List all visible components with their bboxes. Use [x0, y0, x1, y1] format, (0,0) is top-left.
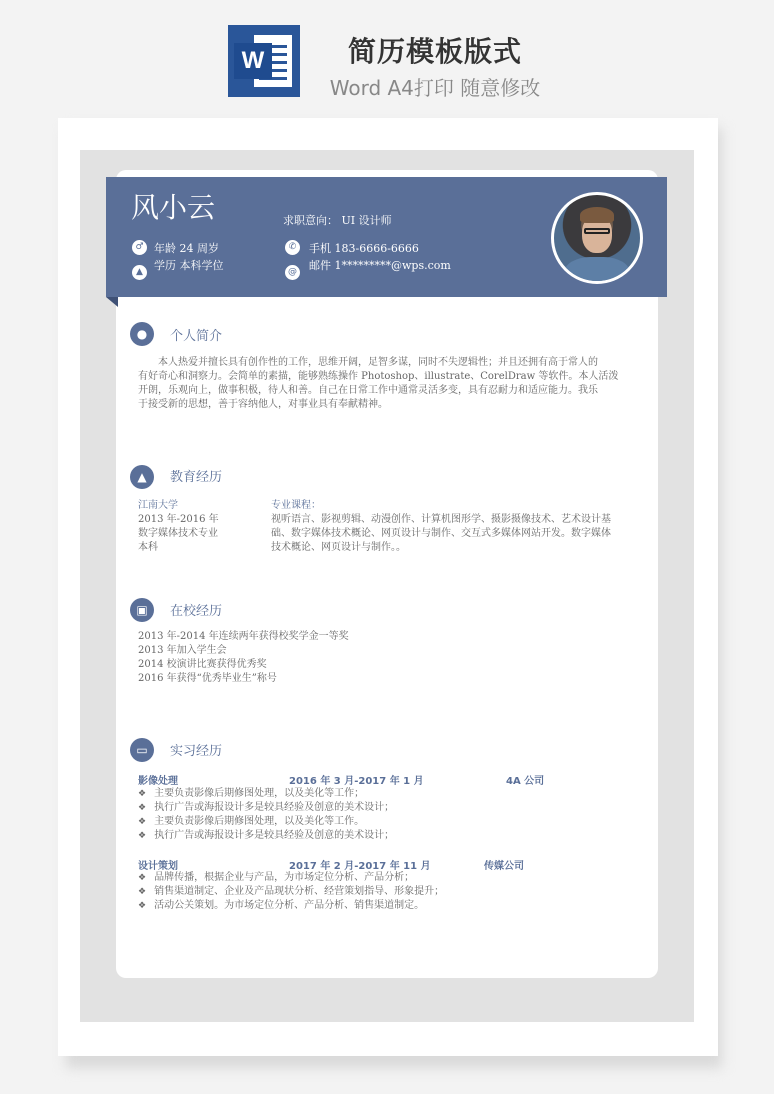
section-title-profile: 个人简介: [170, 329, 223, 344]
section-title-campus: 在校经历: [170, 604, 223, 619]
banner-title: 简历模板版式: [347, 35, 522, 68]
section-title-internship: 实习经历: [170, 744, 223, 759]
avatar: [551, 192, 643, 284]
courses-line: 技术概论、网页设计与制作。。: [271, 542, 406, 553]
at-sign-icon: @: [285, 265, 300, 280]
word-logo-icon: [228, 25, 300, 97]
profile-text: [138, 356, 618, 412]
campus-list: [138, 630, 349, 686]
profile-line: 有好奇心和洞察力。会简单的素描，能够熟练操作 Photoshop、illustrate、CorelDraw 等软件。本人活泼: [138, 371, 619, 382]
job-period: 2016 年 3 月-2017 年 1 月: [289, 776, 424, 787]
profile-line: 开朗，乐观向上，做事积极，待人和善。自己在日常工作中通常灵活多变，具有忍耐力和适应能力。我乐: [138, 385, 598, 396]
job-bullets: [138, 871, 444, 913]
list-item: ❖ 执行广告或海报设计多是较具经验及创意的美术设计；: [138, 802, 395, 813]
job-role: 影像处理: [138, 776, 178, 787]
education-school-block: [138, 499, 219, 555]
list-item: ❖ 主要负责影像后期修图处理，以及美化等工作；: [138, 788, 365, 799]
graduation-cap-icon: ▲: [132, 265, 147, 280]
school-level: 本科: [138, 542, 158, 553]
phone-text: 手机 183-6666-6666: [309, 242, 419, 255]
job-role: 设计策划: [138, 861, 178, 872]
list-item: 2016 年获得“优秀毕业生”称号: [138, 673, 277, 684]
school-major: 数字媒体技术专业: [138, 528, 218, 539]
user-icon: ●: [130, 322, 154, 346]
school-name: 江南大学: [138, 500, 178, 511]
job-bullets: [138, 787, 394, 843]
banner-subtitle: Word A4打印 随意修改: [329, 76, 541, 100]
list-item: 2013 年加入学生会: [138, 645, 227, 656]
list-item: ❖ 销售渠道制定、企业及产品现状分析、经营策划指导、形象提升；: [138, 886, 445, 897]
phone-icon: ✆: [285, 240, 300, 255]
list-item: ❖ 活动公关策划。为市场定位分析、产品分析、销售渠道制定。: [138, 900, 425, 911]
graduation-cap-icon: ▲: [130, 465, 154, 489]
profile-line: 本人热爱并擅长具有创作性的工作，思维开阔，足智多谋，同时不失逻辑性；并且还拥有高于常人的: [158, 357, 598, 368]
job-company: 传媒公司: [484, 861, 524, 872]
job-period: 2017 年 2 月-2017 年 11 月: [289, 861, 431, 872]
school-period: 2013 年-2016 年: [138, 514, 219, 525]
degree-text: 学历 本科学位: [154, 259, 224, 272]
job-company: 4A 公司: [506, 776, 545, 787]
list-item: 2014 校演讲比赛获得优秀奖: [138, 659, 267, 670]
person-icon: ♂: [132, 240, 147, 255]
word-logo-letter: W: [234, 43, 272, 79]
courses-label: 专业课程：: [271, 500, 321, 511]
courses-line: 视听语言、影视剪辑、动漫创作、计算机图形学、摄影摄像技术、艺术设计基: [271, 514, 611, 525]
header-fold: [106, 297, 118, 307]
list-item: ❖ 执行广告或海报设计多是较具经验及创意的美术设计；: [138, 830, 395, 841]
courses-line: 础、数字媒体技术概论、网页设计与制作、交互式多媒体网站开发。数字媒体: [271, 528, 611, 539]
presentation-board-icon: ▣: [130, 598, 154, 622]
education-courses-block: [271, 499, 611, 555]
age-text: 年龄 24 周岁: [154, 242, 219, 255]
job-intent: 求职意向： UI 设计师: [283, 214, 392, 227]
section-title-education: 教育经历: [170, 470, 223, 485]
profile-line: 于接受新的思想，善于容纳他人，对事业具有奉献精神。: [138, 399, 388, 410]
candidate-name: 风小云: [131, 191, 216, 224]
monitor-icon: ▭: [130, 738, 154, 762]
email-text: 邮件 1*********@wps.com: [309, 259, 451, 272]
list-item: ❖ 品牌传播，根据企业与产品，为市场定位分析、产品分析；: [138, 872, 415, 883]
list-item: ❖ 主要负责影像后期修图处理，以及美化等工作。: [138, 816, 365, 827]
list-item: 2013 年-2014 年连续两年获得校奖学金一等奖: [138, 631, 349, 642]
